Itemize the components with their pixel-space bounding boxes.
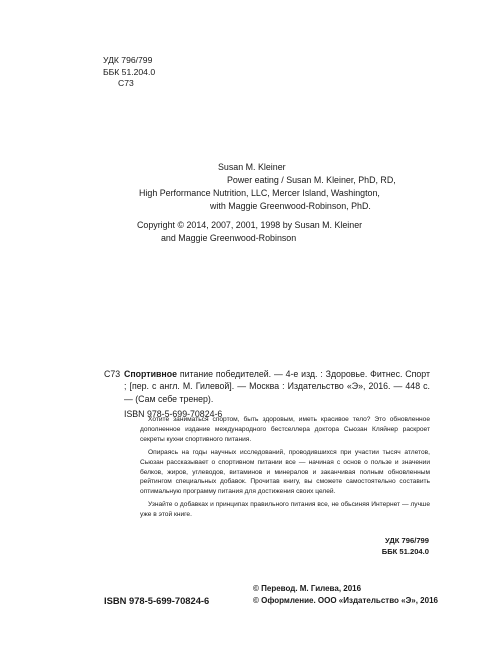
original-author: Susan M. Kleiner (218, 162, 286, 172)
annotation-paragraph: Узнайте о добавках и принципах правильного питания все, не обьсиняя Интернет — лучше уже в этой книге. (140, 501, 430, 519)
annotation-paragraph: Хотите заниматься спортом, быть здоровым, иметь красивое тело? Это обновленное дополненное издание международного бестселлера доктора Сьюзан Кляйнер раскроет секреты кухни спортивного питания. (140, 416, 430, 443)
author-mark: С73 (118, 78, 134, 88)
bottom-classification-codes (382, 536, 429, 557)
bbk-code: ББК 51.204.0 (103, 66, 156, 77)
translation-credit: © Перевод. М. Гилева, 2016 (253, 584, 362, 593)
original-copyright-line-2: and Maggie Greenwood-Robinson (161, 233, 297, 243)
udk-code: УДК 796/799 (103, 55, 153, 65)
annotation-paragraph: Опираясь на годы научных исследований, проводившихся при участии тысяч атлетов, Сьюзан рассказывает о спортивном питании все — начиная с основ о пользе и значении белков, жиров, углеводов, витаминов и минералов и заканчивая полным обновленным рейтингом специальных добавок. Прочитав книгу, вы сможете самостоятельно составить оптимальную программу питания для достижения своих целей. (140, 448, 430, 496)
original-affiliation-line: High Performance Nutrition, LLC, Mercer Island, Washington, (139, 188, 380, 198)
bottom-bbk-code: ББК 51.204.0 (381, 546, 429, 556)
isbn-bottom: ISBN 978-5-699-70824-6 (104, 595, 210, 606)
original-title-line: Power eating / Susan M. Kleiner, PhD, RD, (227, 175, 396, 185)
top-classification-codes (103, 55, 155, 90)
original-copyright-line-1: Copyright © 2014, 2007, 2001, 1998 by Susan M. Kleiner (137, 220, 363, 230)
annotation (140, 415, 430, 523)
catalog-entry (104, 368, 430, 421)
catalog-isbn: ISBN 978-5-699-70824-6 (124, 409, 223, 420)
bottom-udk-code: УДК 796/799 (385, 536, 429, 545)
original-coauthor-line: with Maggie Greenwood-Robinson, PhD. (210, 201, 371, 211)
catalog-description (124, 368, 430, 405)
catalog-text: питание победителей. — 4-е изд. : Здоровье. Фитнес. Спорт ; [пер. с англ. М. Гилевой]. — Москва : Издательство «Э», 2016. — 448 с. — (Сам себе тренер). (124, 369, 430, 404)
design-credit: © Оформление. ООО «Издательство «Э», 2016 (253, 596, 438, 606)
catalog-author-mark: С73 (104, 369, 121, 379)
russian-credits (253, 583, 438, 608)
catalog-title-bold: Спортивное (124, 369, 178, 379)
